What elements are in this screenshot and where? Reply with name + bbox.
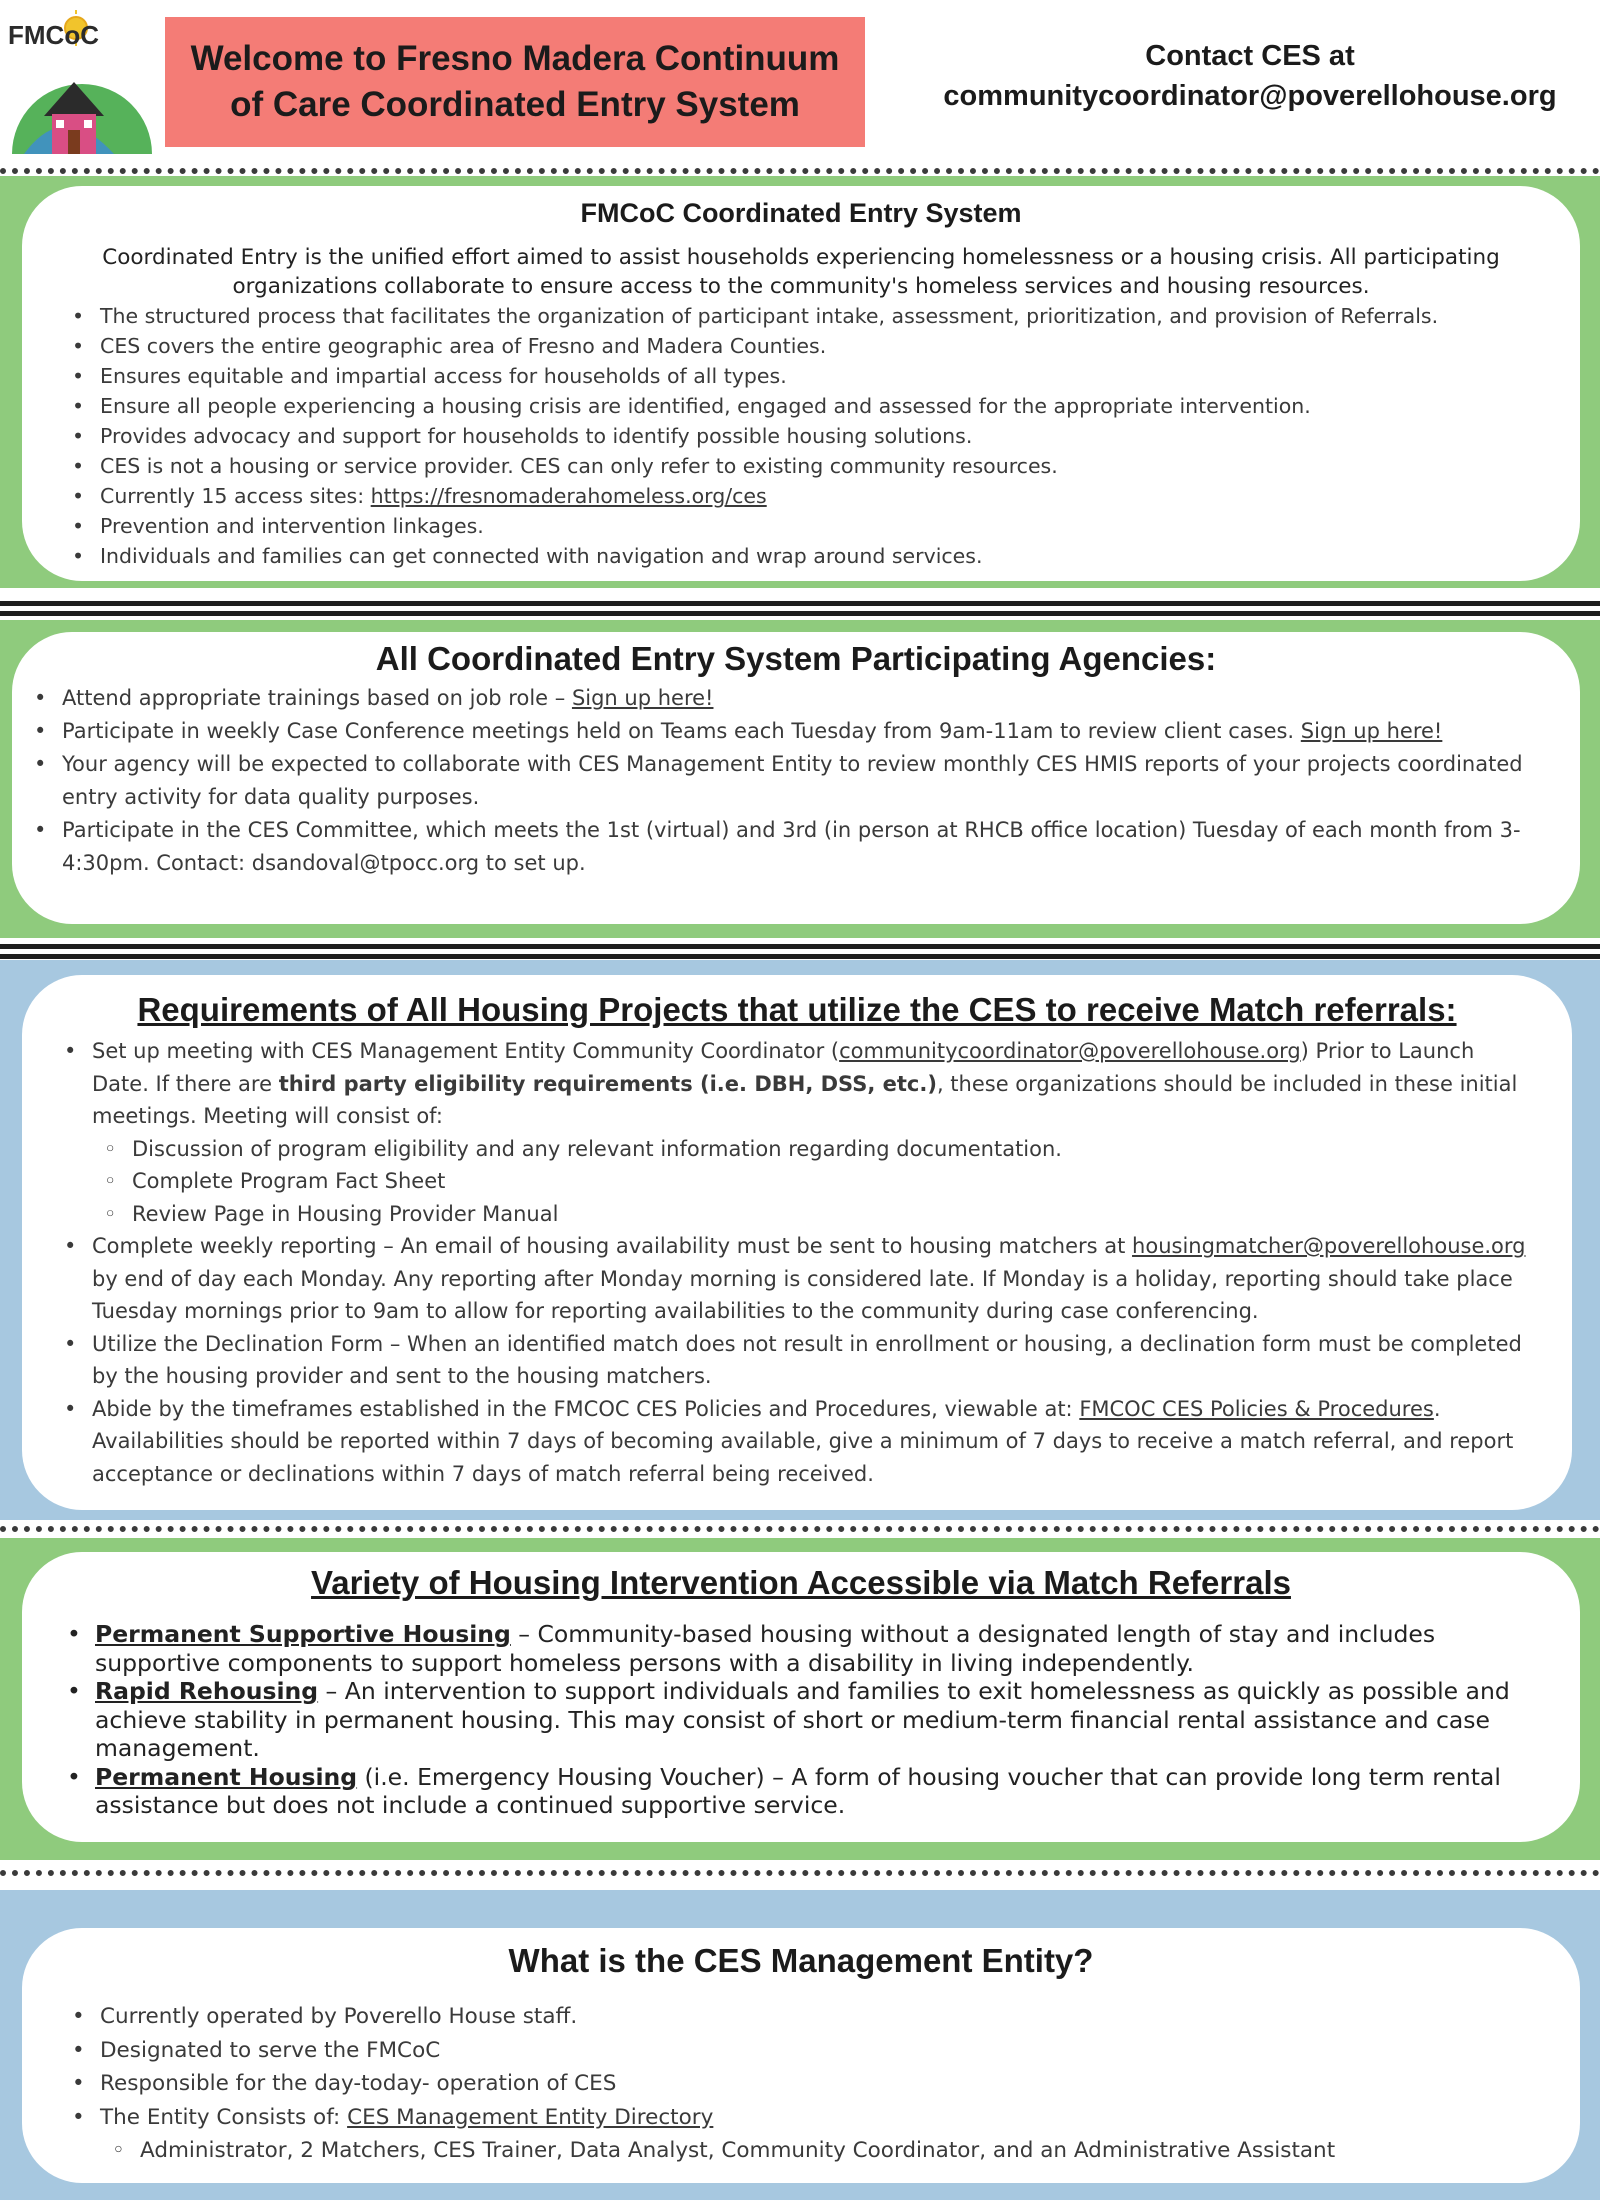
fmcoc-logo bbox=[4, 4, 156, 156]
list-item: • Ensures equitable and impartial access for households of all types. bbox=[72, 364, 787, 388]
list-item: • Currently 15 access sites: https://fresnomaderahomeless.org/ces bbox=[72, 484, 767, 508]
intro-paragraph: Coordinated Entry is the unified effort aimed to assist households experiencing homelessness or a housing crisis. All participating organizations collaborate to ensure access to the community's homeless services and housing resources. bbox=[102, 245, 1500, 299]
coordinator-email-link[interactable]: communitycoordinator@poverellohouse.org bbox=[839, 1039, 1301, 1063]
list-item: • Attend appropriate trainings based on job role – Sign up here! bbox=[34, 686, 714, 710]
list-item: • Currently operated by Poverello House staff. bbox=[72, 2004, 578, 2029]
contact-email[interactable]: communitycoordinator@poverellohouse.org bbox=[943, 80, 1557, 112]
list-item: • Set up meeting with CES Management Entity Community Coordinator (communitycoordinator@poverellohouse.org) Prior to Launch Date. If there are third party eligibility requirements (i.e. DBH, DSS, etc.), these organizations should be included in these initial meetings. Meeting will consist of: ◦ Discussion of program eligibility and any relevant information regarding documentation. ◦ Complete Program Fact Sheet ◦ Review Page in Housing Provider Manual bbox=[92, 1035, 1532, 1230]
section-title: All Coordinated Entry System Participating Agencies: bbox=[375, 640, 1217, 677]
sub-list-item: ◦ Review Page in Housing Provider Manual bbox=[104, 1201, 559, 1226]
list-item: • Individuals and families can get connected with navigation and wrap around services. bbox=[72, 544, 983, 568]
list-item: • Abide by the timeframes established in the FMCOC CES Policies and Procedures, viewable at: FMCOC CES Policies & Procedures. Availabilities should be reported within 7 days of becoming available, give a minimum of 7 days to receive a match referral, and report acceptance or declinations within 7 days of match referral being received. bbox=[64, 1396, 1514, 1486]
intervention-term[interactable]: Permanent Supportive Housing bbox=[95, 1620, 511, 1648]
divider-double bbox=[0, 944, 1600, 959]
sub-list bbox=[112, 2134, 1580, 2168]
sub-list-item: ◦ Administrator, 2 Matchers, CES Trainer, Data Analyst, Community Coordinator, and an Administrative Assistant bbox=[112, 2138, 1336, 2163]
contact-block bbox=[900, 36, 1600, 116]
bullet-list bbox=[72, 301, 1580, 571]
list-item: • Participate in weekly Case Conference meetings held on Teams each Tuesday from 9am-11am to review client cases. Sign up here! bbox=[34, 719, 1443, 743]
section-title: Variety of Housing Intervention Accessible via Match Referrals bbox=[311, 1564, 1291, 1601]
list-item: • The Entity Consists of: CES Management Entity Directory ◦ Administrator, 2 Matchers, CES Trainer, Data Analyst, Community Coordinator, and an Administrative Assistant bbox=[100, 2101, 1580, 2168]
list-item: • Complete weekly reporting – An email of housing availability must be sent to housing matchers at housingmatcher@poverellohouse.org by end of day each Monday. Any reporting after Monday morning is considered late. If Monday is a holiday, reporting should take place Tuesday mornings prior to 9am to allow for reporting availabilities to the community during case conferencing. bbox=[64, 1234, 1526, 1323]
bullet-list bbox=[34, 682, 1550, 880]
policies-link[interactable]: FMCOC CES Policies & Procedures bbox=[1079, 1396, 1434, 1421]
list-item: • Ensure all people experiencing a housing crisis are identified, engaged and assessed for the appropriate intervention. bbox=[72, 394, 1311, 418]
list-item: • Rapid Rehousing – An intervention to support individuals and families to exit homelessness as quickly as possible and achieve stability in permanent housing. This may consist of short or medium-term financial rental assistance and case management. bbox=[67, 1677, 1510, 1762]
page-title: Welcome to Fresno Madera Continuum of Care Coordinated Entry System bbox=[190, 39, 840, 124]
divider-double bbox=[0, 601, 1600, 616]
section-title: FMCoC Coordinated Entry System bbox=[580, 198, 1022, 228]
list-item: • CES is not a housing or service provider. CES can only refer to existing community resources. bbox=[72, 454, 1058, 478]
list-item: • Utilize the Declination Form – When an identified match does not result in enrollment or housing, a declination form must be completed by the housing provider and sent to the housing matchers. bbox=[64, 1331, 1522, 1388]
housing-interventions-card bbox=[22, 1552, 1580, 1842]
divider-dotted bbox=[0, 1870, 1600, 1876]
list-item: • Prevention and intervention linkages. bbox=[72, 514, 484, 538]
welcome-banner bbox=[165, 17, 865, 147]
list-item: • Participate in the CES Committee, which meets the 1st (virtual) and 3rd (in person at RHCB office location) Tuesday of each month from 3-4:30pm. Contact: dsandoval@tpocc.org to set up. bbox=[34, 818, 1521, 875]
list-item: • Permanent Supportive Housing – Community-based housing without a designated length of stay and includes supportive components to support homeless persons with a disability in living independently. bbox=[67, 1620, 1436, 1677]
section-title: What is the CES Management Entity? bbox=[508, 1942, 1094, 1979]
section-title: Requirements of All Housing Projects that utilize the CES to receive Match referrals: bbox=[137, 991, 1457, 1028]
case-conference-signup-link[interactable]: Sign up here! bbox=[1300, 719, 1443, 743]
list-item: • Designated to serve the FMCoC bbox=[72, 2037, 441, 2063]
housing-matcher-email-link[interactable]: housingmatcher@poverellohouse.org bbox=[1132, 1234, 1526, 1258]
logo-text: FMCoC bbox=[8, 20, 99, 50]
divider-dotted bbox=[0, 1526, 1600, 1532]
contact-label: Contact CES at bbox=[1145, 40, 1355, 72]
sub-list-item: ◦ Complete Program Fact Sheet bbox=[104, 1169, 446, 1193]
bullet-list bbox=[72, 2000, 1580, 2168]
list-item: • Provides advocacy and support for households to identify possible housing solutions. bbox=[72, 424, 973, 448]
housing-requirements-card bbox=[22, 975, 1572, 1510]
training-signup-link[interactable]: Sign up here! bbox=[571, 686, 714, 710]
bullet-list bbox=[67, 1620, 1540, 1820]
management-entity-card bbox=[22, 1928, 1580, 2183]
access-sites-link[interactable]: https://fresnomaderahomeless.org/ces bbox=[370, 484, 767, 508]
divider-dotted bbox=[0, 168, 1600, 174]
sub-list-item: ◦ Discussion of program eligibility and any relevant information regarding documentation. bbox=[104, 1136, 1062, 1161]
intervention-term[interactable]: Permanent Housing bbox=[95, 1762, 358, 1791]
intervention-term[interactable]: Rapid Rehousing bbox=[95, 1677, 319, 1705]
sub-list bbox=[104, 1133, 1532, 1231]
participating-agencies-card bbox=[12, 632, 1580, 924]
list-item: • Permanent Housing (i.e. Emergency Housing Voucher) – A form of housing voucher that can provide long term rental assistance but does not include a continued supportive service. bbox=[67, 1762, 1501, 1819]
directory-link[interactable]: CES Management Entity Directory bbox=[347, 2104, 714, 2130]
list-item: • CES covers the entire geographic area of Fresno and Madera Counties. bbox=[72, 334, 827, 358]
list-item: • Responsible for the day-today- operation of CES bbox=[72, 2071, 617, 2096]
ces-overview-card bbox=[22, 186, 1580, 581]
page-header bbox=[0, 0, 1600, 165]
list-item: • Your agency will be expected to collaborate with CES Management Entity to review monthly CES HMIS reports of your projects coordinated entry activity for data quality purposes. bbox=[34, 752, 1523, 809]
list-item: • The structured process that facilitates the organization of participant intake, assessment, prioritization, and provision of Referrals. bbox=[72, 304, 1439, 328]
bullet-list bbox=[64, 1035, 1532, 1490]
